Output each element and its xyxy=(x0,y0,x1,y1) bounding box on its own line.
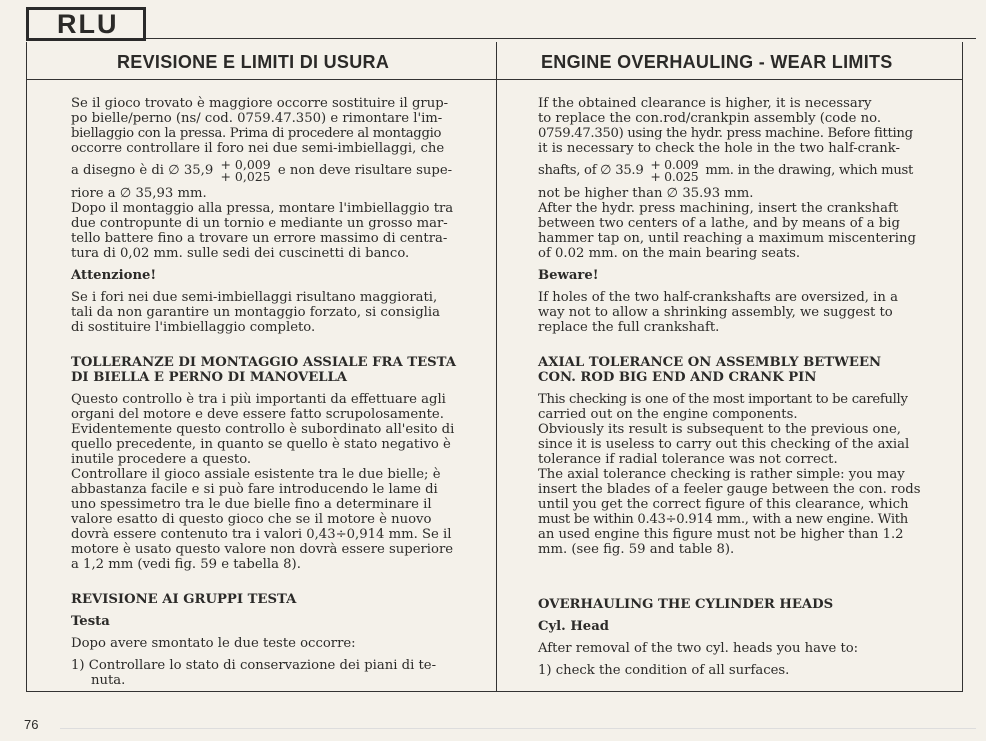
paragraph-line: mm. (see fig. 59 and table 8). xyxy=(538,542,735,557)
paragraph-line: until you get the correct figure of this clearance, which xyxy=(538,497,909,512)
paragraph-line: it is necessary to check the hole in the two half-crank- xyxy=(538,141,900,156)
paragraph-line: Questo controllo è tra i più importanti da effettuare agli xyxy=(71,392,446,407)
paragraph-line: di sostituire l'imbiellaggio completo. xyxy=(71,320,316,335)
paragraph-line: replace the full crankshaft. xyxy=(538,320,720,335)
tolerance-upper: + 0,009 xyxy=(220,156,271,172)
section-heading: AXIAL TOLERANCE ON ASSEMBLY BETWEEN xyxy=(538,355,882,370)
paragraph-line: The axial tolerance checking is rather simple: you may xyxy=(538,467,905,482)
paragraph-line: If holes of the two half-crankshafts are oversized, in a xyxy=(538,290,898,305)
diameter-line xyxy=(538,156,922,186)
paragraph-line: tali da non garantire un montaggio forzato, si consiglia xyxy=(71,305,440,320)
paragraph-line: an used engine this figure must not be higher than 1.2 xyxy=(538,527,904,542)
paragraph-line: since it is useless to carry out this checking of the axial xyxy=(538,437,910,452)
paragraph-line: Obviously its result is subsequent to the previous one, xyxy=(538,422,901,437)
paragraph-line: After removal of the two cyl. heads you have to: xyxy=(538,641,859,656)
list-item: 1) check the condition of all surfaces. xyxy=(538,663,790,678)
paragraph-line: po bielle/perno (ns/ cod. 0759.47.350) e rimontare l'im- xyxy=(71,111,443,126)
paragraph-line: This checking is one of the most important to be carefully xyxy=(538,392,908,407)
header-rule xyxy=(146,38,976,39)
paragraph-line: 0759.47.350) using the hydr. press machine. Before fitting xyxy=(538,126,913,141)
tolerance-stack xyxy=(220,156,271,184)
paragraph-line: due contropunte di un tornio e mediante un grosso mar- xyxy=(71,216,448,231)
paragraph-line: If the obtained clearance is higher, it is necessary xyxy=(538,96,872,111)
column-divider xyxy=(496,42,497,692)
paragraph-line: tura di 0,02 mm. sulle sedi dei cuscinetti di banco. xyxy=(71,246,410,261)
section-heading: DI BIELLA E PERNO DI MANOVELLA xyxy=(71,370,348,385)
paragraph-line: Dopo avere smontato le due teste occorre: xyxy=(71,636,356,651)
paragraph-line: between two centers of a lathe, and by means of a big xyxy=(538,216,900,231)
footer-rule xyxy=(60,728,976,729)
paragraph-line: hammer tap on, until reaching a maximum miscentering xyxy=(538,231,916,246)
section-heading: REVISIONE AI GRUPPI TESTA xyxy=(71,592,297,607)
paragraph-line: carried out on the engine components. xyxy=(538,407,798,422)
paragraph-line: Se il gioco trovato è maggiore occorre sostituire il grup- xyxy=(71,96,449,111)
diameter-text-after: mm. in the drawing, which must xyxy=(705,163,914,178)
paragraph-line: motore è usato questo valore non dovrà essere superiore xyxy=(71,542,454,557)
paragraph-line: insert the blades of a feeler gauge between the con. rods xyxy=(538,482,921,497)
section-heading: CON. ROD BIG END AND CRANK PIN xyxy=(538,370,817,385)
model-badge: RLU xyxy=(26,7,146,41)
list-item: 1) Controllare lo stato di conservazione dei piani di te- xyxy=(71,658,437,673)
paragraph-line: Controllare il gioco assiale esistente tra le due bielle; è xyxy=(71,467,441,482)
tolerance-lower: + 0.025 xyxy=(650,168,699,184)
section-heading: OVERHAULING THE CYLINDER HEADS xyxy=(538,597,834,612)
paragraph-line: organi del motore e deve essere fatto scrupolosamente. xyxy=(71,407,444,422)
paragraph-line: tello battere fino a trovare un errore massimo di centra- xyxy=(71,231,448,246)
diameter-text-after: e non deve risultare supe- xyxy=(277,163,453,178)
title-rule xyxy=(26,79,963,80)
paragraph-line: to replace the con.rod/crankpin assembly (code no. xyxy=(538,111,882,126)
italian-column xyxy=(71,96,457,688)
paragraph-line: must be within 0.43÷0.914 mm., with a new engine. With xyxy=(538,512,908,527)
diameter-text: a disegno è di ∅ 35,9 xyxy=(71,163,214,178)
paragraph-line: Se i fori nei due semi-imbiellaggi risultano maggiorati, xyxy=(71,290,438,305)
subsection-heading: Cyl. Head xyxy=(538,619,609,634)
paragraph-line: occorre controllare il foro nei due semi-imbiellaggi, che xyxy=(71,141,445,156)
page-number: 76 xyxy=(24,717,39,732)
paragraph-line: After the hydr. press machining, insert the crankshaft xyxy=(538,201,899,216)
tolerance-lower: + 0,025 xyxy=(220,168,271,184)
section-heading: TOLLERANZE DI MONTAGGIO ASSIALE FRA TESTA xyxy=(71,355,457,370)
paragraph-line: riore a ∅ 35,93 mm. xyxy=(71,186,207,201)
paragraph-line: not be higher than ∅ 35.93 mm. xyxy=(538,186,754,201)
subsection-heading: Testa xyxy=(71,614,110,629)
paragraph-line: dovrà essere contenuto tra i valori 0,43÷0,914 mm. Se il xyxy=(71,527,452,542)
paragraph-line: inutile procedere a questo. xyxy=(71,452,252,467)
paragraph-line: uno spessimetro tra le due bielle fino a determinare il xyxy=(71,497,432,512)
paragraph-line: of 0.02 mm. on the main bearing seats. xyxy=(538,246,801,261)
diameter-line xyxy=(71,156,457,186)
paragraph-line: Dopo il montaggio alla pressa, montare l'imbiellaggio tra xyxy=(71,201,454,216)
english-column xyxy=(538,96,922,678)
warning-heading: Attenzione! xyxy=(71,268,157,283)
paragraph-line: tolerance if radial tolerance was not correct. xyxy=(538,452,838,467)
list-item-cont: nuta. xyxy=(91,673,126,688)
paragraph-line: abbastanza facile e si può fare introducendo le lame di xyxy=(71,482,438,497)
diameter-text: shafts, of ∅ 35.9 xyxy=(538,163,644,178)
paragraph-line: quello precedente, in quanto se quello è stato negativo è xyxy=(71,437,451,452)
paragraph-line: a 1,2 mm (vedi fig. 59 e tabella 8). xyxy=(71,557,301,572)
tolerance-upper: + 0.009 xyxy=(650,156,699,172)
paragraph-line: Evidentemente questo controllo è subordinato all'esito di xyxy=(71,422,455,437)
english-title: ENGINE OVERHAULING - WEAR LIMITS xyxy=(541,52,893,72)
paragraph-line: valore esatto di questo gioco che se il motore è nuovo xyxy=(71,512,432,527)
tolerance-stack xyxy=(650,156,699,184)
paragraph-line: biellaggio con la pressa. Prima di procedere al montaggio xyxy=(71,126,442,141)
paragraph-line: way not to allow a shrinking assembly, we suggest to xyxy=(538,305,893,320)
italian-title: REVISIONE E LIMITI DI USURA xyxy=(117,52,390,72)
warning-heading: Beware! xyxy=(538,268,599,283)
